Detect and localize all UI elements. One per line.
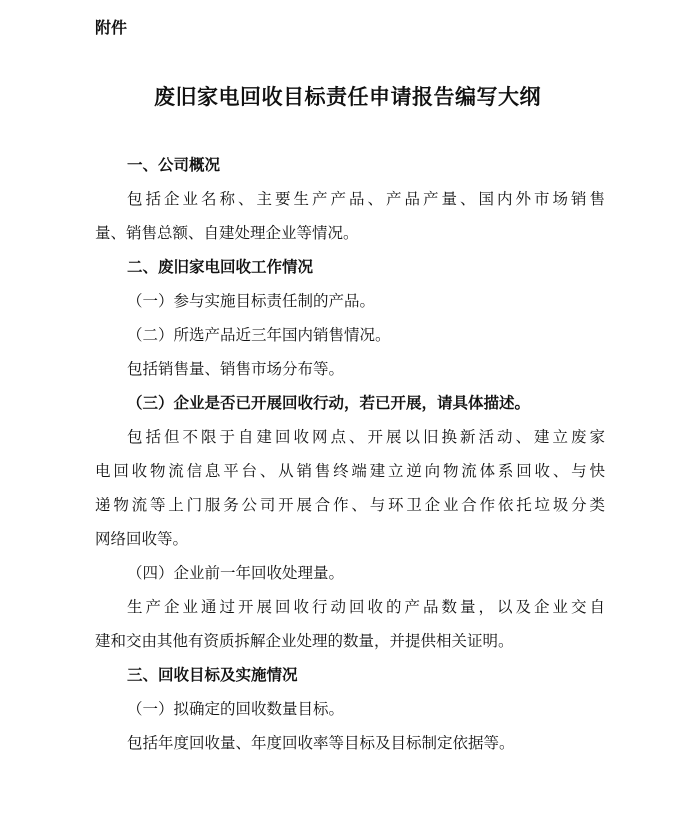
paragraph-line: 包括企业名称、主要生产产品、产品产量、国内外市场销售 [127,190,605,208]
subsection-heading: （一）参与实施目标责任制的产品。 [127,292,376,310]
subsection-heading: （一）拟确定的回收数量目标。 [127,700,345,718]
document-body [95,148,605,760]
attachment-label: 附件 [95,18,128,37]
subsection-heading: （四）企业前一年回收处理量。 [127,564,345,582]
paragraph-line: 量、销售总额、自建处理企业等情况。 [95,224,359,242]
paragraph-line: 包括年度回收量、年度回收率等目标及目标制定依据等。 [127,734,515,752]
paragraph-line: 递物流等上门服务公司开展合作、与环卫企业合作依托垃圾分类 [95,496,605,514]
paragraph-line: 网络回收等。 [95,530,189,548]
section-heading-recycling-targets: 三、回收目标及实施情况 [127,666,298,684]
section-heading-company-overview: 一、公司概况 [127,156,221,174]
paragraph-line: 建和交由其他有资质拆解企业处理的数量，并提供相关证明。 [95,632,514,650]
paragraph-line: 包括但不限于自建回收网点、开展以旧换新活动、建立废家 [127,428,605,446]
paragraph-line: 包括销售量、销售市场分布等。 [127,360,345,378]
document-title: 废旧家电回收目标责任申请报告编写大纲 [154,84,541,109]
paragraph-line: 电回收物流信息平台、从销售终端建立逆向物流体系回收、与快 [95,462,605,480]
subsection-heading: （三）企业是否已开展回收行动，若已开展，请具体描述。 [127,393,531,412]
subsection-heading: （二）所选产品近三年国内销售情况。 [127,326,391,344]
paragraph-line: 生产企业通过开展回收行动回收的产品数量，以及企业交自 [127,598,605,616]
section-heading-recycling-work: 二、废旧家电回收工作情况 [127,258,314,276]
